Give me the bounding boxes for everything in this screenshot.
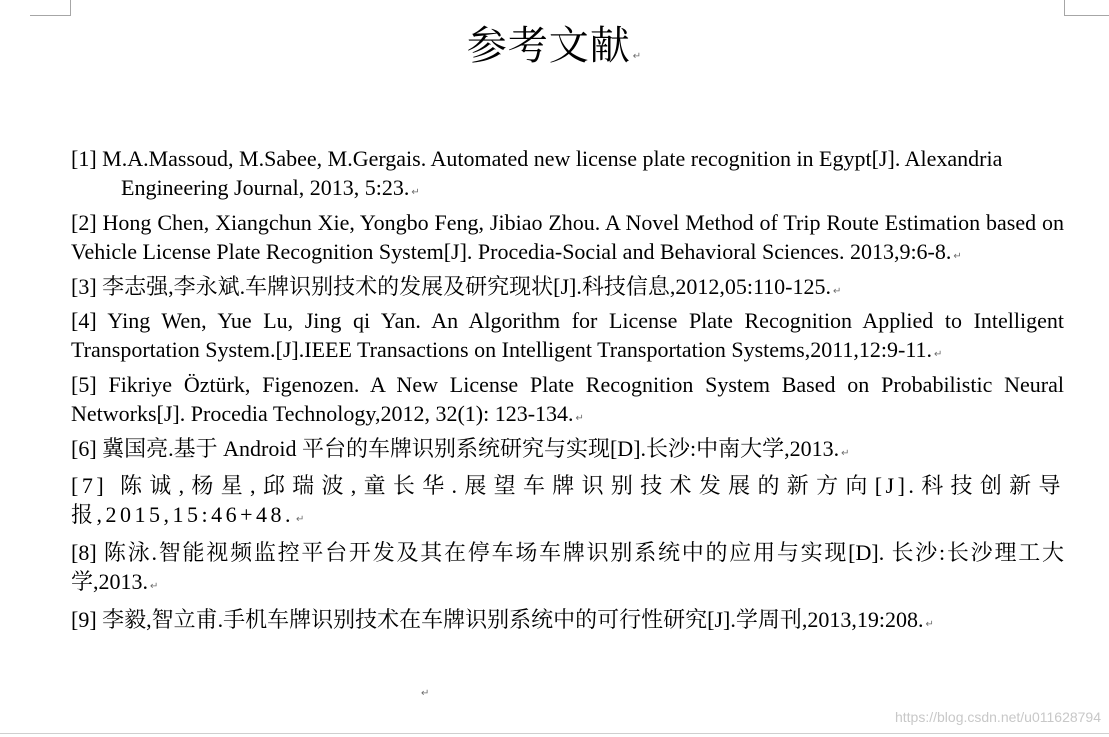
reference-item <box>71 471 1064 535</box>
paragraph-mark-icon: ↵ <box>841 447 850 459</box>
reference-text: [7] 陈诚,杨星,邱瑞波,童长华.展望车牌识别技术发展的新方向[J].科技创新导报,2015,15:46+48. <box>71 473 1064 528</box>
paragraph-mark-icon: ↵ <box>953 251 962 263</box>
paragraph-mark-icon: ↵ <box>150 581 159 593</box>
reference-list <box>71 144 1064 639</box>
reference-item <box>71 272 1064 306</box>
reference-text: [4] Ying Wen, Yue Lu, Jing qi Yan. An Algorithm for License Plate Recognition Applied to Intelligent Transportation System.[J].IEEE Transactions on Intelligent Transportation Systems,2011,12:9-11. <box>71 308 1064 363</box>
paragraph-mark-icon: ↵ <box>925 618 934 630</box>
reference-text: [1] M.A.Massoud, M.Sabee, M.Gergais. Automated new license plate recognition in Egypt[J]. Alexandria Engineering Journal, 2013, 5:23. <box>71 146 1003 201</box>
reference-text: [9] 李毅,智立甫.手机车牌识别技术在车牌识别系统中的可行性研究[J].学周刊,2013,19:208. <box>71 606 924 632</box>
page-title <box>0 18 1109 85</box>
reference-text: [2] Hong Chen, Xiangchun Xie, Yongbo Feng, Jibiao Zhou. A Novel Method of Trip Route Estimation based on Vehicle License Plate Recognition System[J]. Procedia-Social and Behavioral Sciences. 2013,9:6-8. <box>71 209 1064 265</box>
reference-text: [8] 陈泳.智能视频监控平台开发及其在停车场车牌识别系统中的应用与实现[D]. 长沙:长沙理工大学,2013. <box>71 539 1064 595</box>
paragraph-mark-icon: ↵ <box>575 413 584 425</box>
reference-text: [5] Fikriye Öztürk, Figenozen. A New License Plate Recognition System Based on Probabilistic Neural Networks[J]. Procedia Technology,2012, 32(1): 123-134. <box>71 371 1064 427</box>
page-bottom-divider <box>0 733 1109 734</box>
reference-item <box>71 434 1064 468</box>
page-corner-mark-top-left <box>30 0 71 16</box>
paragraph-mark-icon: ↵ <box>934 349 943 361</box>
reference-item <box>71 538 1064 602</box>
reference-item <box>71 208 1064 272</box>
reference-item <box>71 605 1064 639</box>
reference-item <box>71 144 1064 208</box>
reference-item <box>71 306 1064 370</box>
paragraph-mark-icon: ↵ <box>833 285 842 297</box>
paragraph-mark-icon: ↵ <box>411 187 420 199</box>
reference-text: [6] 冀国亮.基于 Android 平台的车牌识别系统研究与实现[D].长沙:中南大学,2013. <box>71 435 840 461</box>
paragraph-mark-icon: ↵ <box>296 514 308 526</box>
reference-item <box>71 370 1064 434</box>
page-corner-mark-top-right <box>1064 0 1109 16</box>
reference-text: [3] 李志强,李永斌.车牌识别技术的发展及研究现状[J].科技信息,2012,05:110-125. <box>71 273 831 299</box>
paragraph-mark-icon: ↵ <box>421 688 430 699</box>
watermark: https://blog.csdn.net/u011628794 <box>894 709 1101 725</box>
title-text: 参考文献 <box>466 23 631 69</box>
paragraph-mark-icon: ↵ <box>632 51 643 62</box>
